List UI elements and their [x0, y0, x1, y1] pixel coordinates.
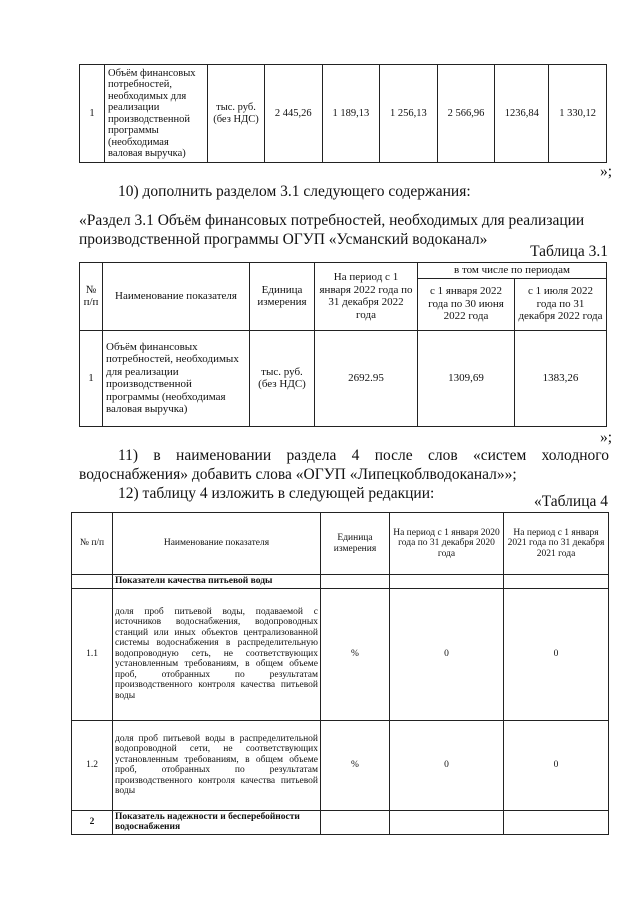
- table-header-row: [72, 513, 609, 575]
- col-header-period: На период с 1 января 2022 года по 31 декабря 2022 года: [315, 263, 418, 331]
- section-title: «Раздел 3.1 Объём финансовых потребностей, необходимых для реализации производственной программы ОГУП «Усманский водоканал»: [79, 212, 585, 248]
- table-label-4: «Таблица 4: [533, 493, 608, 510]
- col-header-unit: Единица измерения: [321, 513, 390, 575]
- closing-quote: »;: [599, 163, 612, 180]
- value-cell: 1236,84: [495, 65, 549, 163]
- col-header-2020: На период с 1 января 2020 года по 31 декабря 2020 года: [390, 513, 504, 575]
- value-cell: 0: [504, 720, 609, 810]
- value-cell: 2 445,26: [265, 65, 323, 163]
- value-cell: 0: [390, 588, 504, 720]
- table-4: [71, 512, 609, 835]
- col-header-name: Наименование показателя: [113, 513, 321, 575]
- row-number: 1: [80, 330, 103, 426]
- row-number: 1.1: [72, 588, 113, 720]
- value-cell: 1383,26: [515, 330, 607, 426]
- indicator-name: Объём финансовых потребностей, необходимых для реализации производственной программы (необходимая валовая выручка): [105, 65, 208, 163]
- unit-cell: %: [321, 588, 390, 720]
- indicator-name: доля проб питьевой воды, подаваемой с источников водоснабжения, водопроводных станций или иных объектов централизованной системы водоснабжения в распределительную водопроводную сеть, не соответствующих установленным требованиям, в общем объеме проб, отобранных по результатам производственного контроля качества питьевой воды: [113, 588, 321, 720]
- col-header-2021: На период с 1 января 2021 года по 31 декабря 2021 года: [504, 513, 609, 575]
- table-3-1: [79, 262, 607, 427]
- table-row: [72, 588, 609, 720]
- col-header-name: Наименование показателя: [103, 263, 250, 331]
- row-number: 1.2: [72, 720, 113, 810]
- item-10-text: 10) дополнить разделом 3.1 следующего содержания:: [118, 183, 471, 200]
- table-header-row: [80, 263, 607, 279]
- col-header-num: № п/п: [80, 263, 103, 331]
- value-cell: 2692.95: [315, 330, 418, 426]
- col-header-unit: Единица измерения: [250, 263, 315, 331]
- closing-quote: »;: [599, 429, 612, 446]
- col-header-including: в том числе по периодам: [418, 263, 607, 279]
- col-header-h2: с 1 июля 2022 года по 31 декабря 2022 года: [515, 278, 607, 330]
- section-title: Показатели качества питьевой воды: [113, 575, 321, 589]
- value-cell: 1 189,13: [322, 65, 380, 163]
- unit-cell: тыс. руб. (без НДС): [208, 65, 265, 163]
- item-12-text: 12) таблицу 4 изложить в следующей редакции:: [118, 485, 435, 502]
- col-header-h1: с 1 января 2022 года по 30 июня 2022 года: [418, 278, 515, 330]
- section-number: 2: [72, 810, 113, 834]
- value-cell: 0: [390, 720, 504, 810]
- value-cell: 0: [504, 588, 609, 720]
- value-cell: 1 330,12: [549, 65, 607, 163]
- value-cell: 1309,69: [418, 330, 515, 426]
- section-row: [72, 575, 609, 589]
- value-cell: 2 566,96: [437, 65, 495, 163]
- table-row: [72, 720, 609, 810]
- indicator-name: Объём финансовых потребностей, необходимых для реализации производственной программы (необходимая валовая выручка): [103, 330, 250, 426]
- indicator-name: доля проб питьевой воды в распределительной водопроводной сети, не соответствующих установленным требованиям, в общем объеме проб, отобранных по результатам производственного контроля качества питьевой воды: [113, 720, 321, 810]
- unit-cell: тыс. руб. (без НДС): [250, 330, 315, 426]
- table-row: [80, 65, 607, 163]
- row-number: 1: [80, 65, 105, 163]
- table-label-3-1: Таблица 3.1: [530, 243, 608, 260]
- unit-cell: %: [321, 720, 390, 810]
- section-title: Показатель надежности и бесперебойности водоснабжения: [113, 810, 321, 834]
- financial-needs-table-top: [79, 64, 607, 163]
- table-row: [80, 330, 607, 426]
- item-11-text: 11) в наименовании раздела 4 после слов «систем холодного водоснабжения» добавить слова «ОГУП «Липецкоблводоканал»»;: [79, 447, 609, 483]
- section-row: [72, 810, 609, 834]
- col-header-num: № п/п: [72, 513, 113, 575]
- value-cell: 1 256,13: [380, 65, 438, 163]
